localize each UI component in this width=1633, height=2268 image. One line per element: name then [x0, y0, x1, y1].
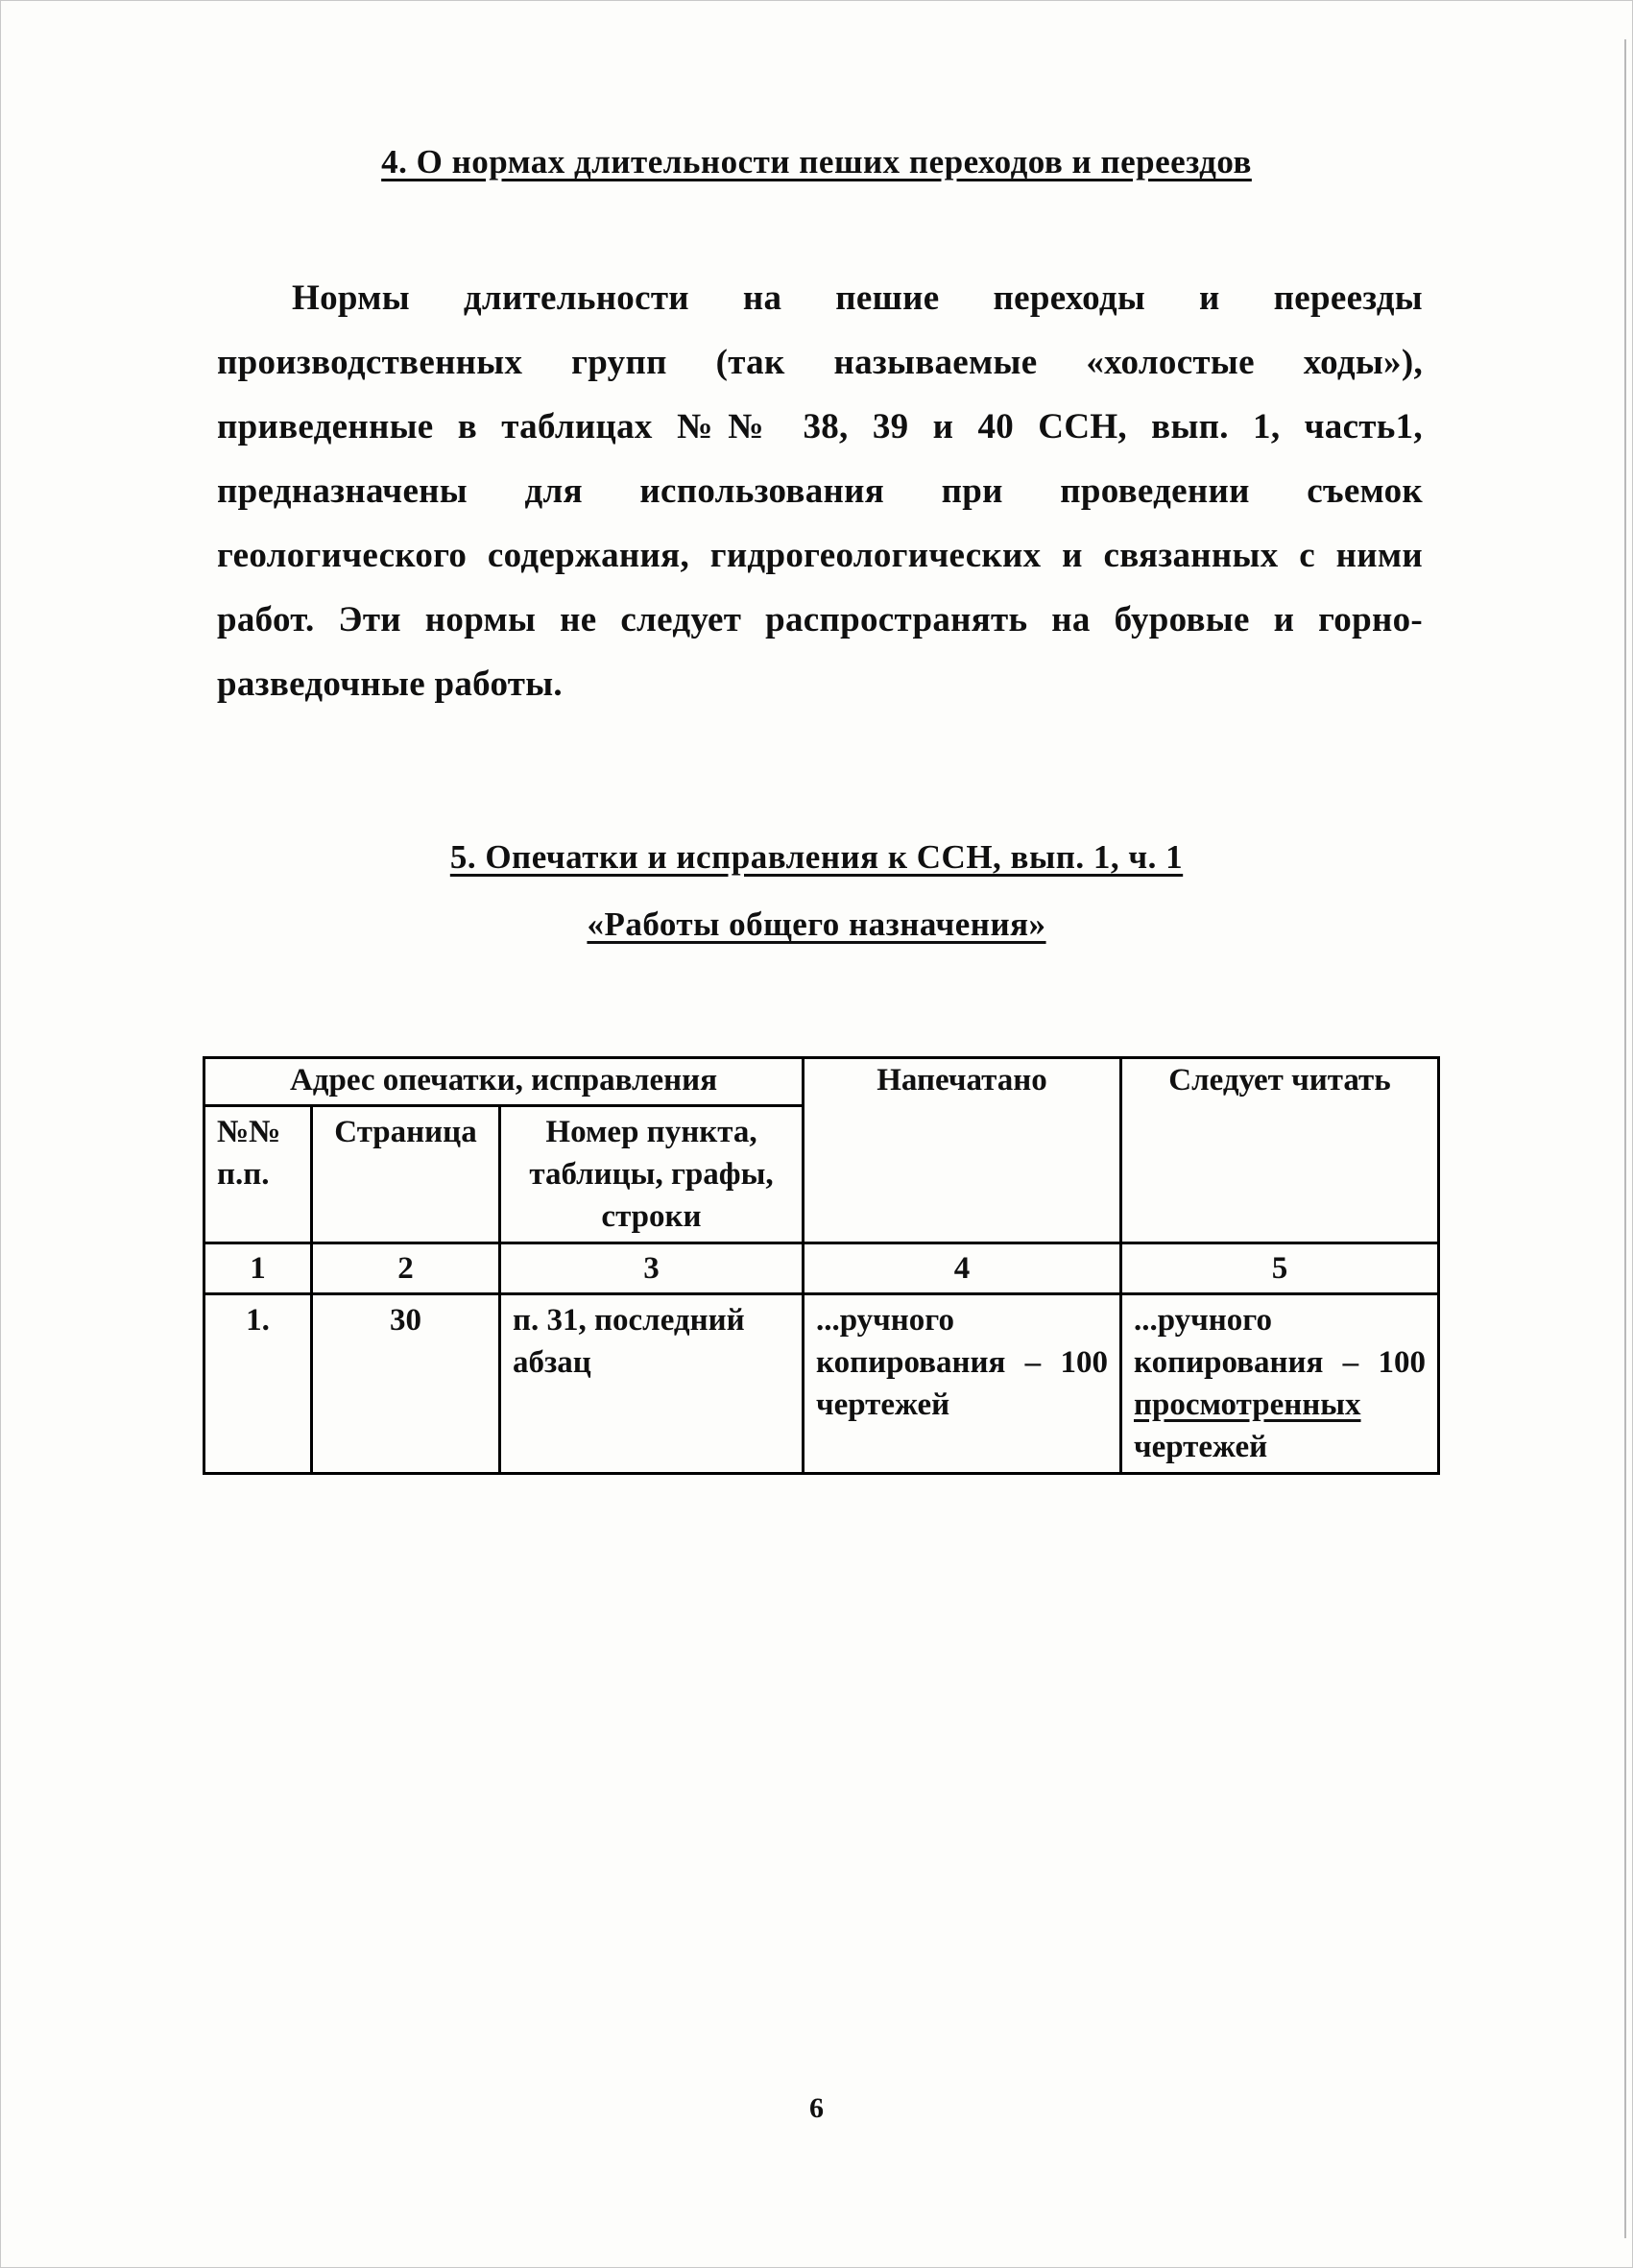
section4-heading-text: 4. О нормах длительности пеших переходов и переездов [381, 143, 1252, 181]
page-number: 6 [809, 2092, 824, 2124]
row-printed-cell: ...ручного копирования – 100 чертежей [804, 1294, 1121, 1474]
number-cell-3: 3 [500, 1243, 804, 1294]
table-group-header-row [204, 1058, 1439, 1106]
row-number-cell: 1. [204, 1294, 312, 1474]
corrected-underlined-word: просмотренных [1134, 1387, 1361, 1422]
column-header-printed: Напечатано [804, 1058, 1121, 1243]
number-cell-2: 2 [312, 1243, 500, 1294]
row-page-cell: 30 [312, 1294, 500, 1474]
section4-heading [1, 1, 1632, 181]
section5-heading [1, 824, 1632, 958]
section5-heading-line2: «Работы общего назначения» [587, 905, 1046, 943]
section4-paragraph: Нормы длительности на пешие переходы и переезды производственных групп (так называемые «холостые ходы»), приведенные в таблицах №№ 38, 39 и 40 ССН, вып. 1, часть1, предназначены для использования при проведении съемок геологического содержания, гидрогеологических и связанных с ними работ. Эти нормы не следует распространять на буровые и горно-разведочные работы. [217, 278, 1423, 704]
errata-table [203, 1056, 1440, 1475]
row-location-cell: п. 31, последний абзац [500, 1294, 804, 1474]
column-header-page: Страница [312, 1106, 500, 1243]
column-header-number: №№ п.п. [204, 1106, 312, 1243]
row-corrected-cell: ...ручного копирования – 100 просмотренных чертежей [1121, 1294, 1439, 1474]
table-row [204, 1294, 1439, 1474]
scan-edge-artifact [1624, 39, 1626, 2238]
number-cell-1: 1 [204, 1243, 312, 1294]
number-cell-4: 4 [804, 1243, 1121, 1294]
number-cell-5: 5 [1121, 1243, 1439, 1294]
column-header-should-read: Следует читать [1121, 1058, 1439, 1243]
section5-heading-line1: 5. Опечатки и исправления к ССН, вып. 1, ч. 1 [449, 838, 1184, 876]
table-number-row [204, 1243, 1439, 1294]
group-header-address: Адрес опечатки, исправления [204, 1058, 804, 1106]
column-header-location: Номер пункта, таблицы, графы, строки [500, 1106, 804, 1243]
